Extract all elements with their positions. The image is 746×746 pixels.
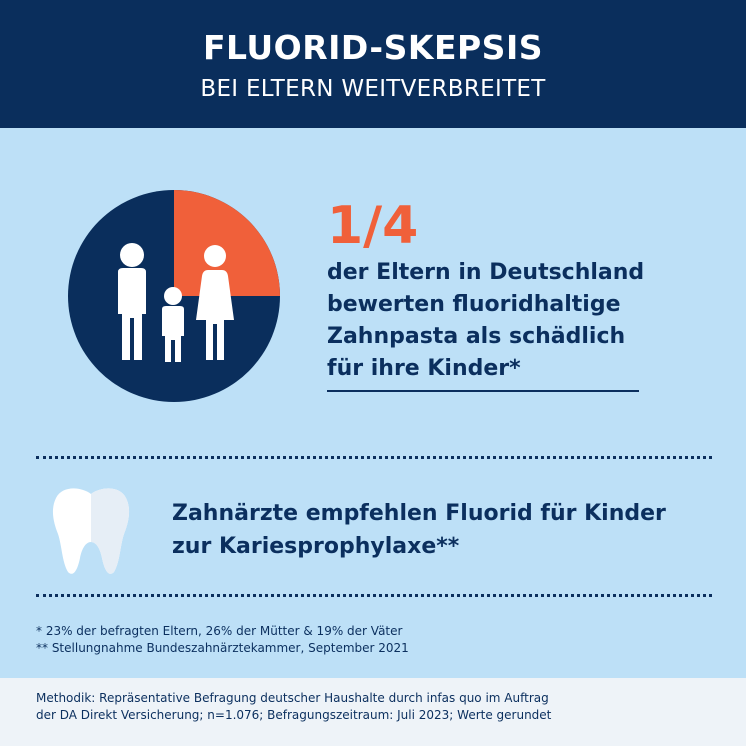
stat-fraction: 1/4	[327, 196, 419, 256]
stat-underline	[327, 390, 639, 392]
mother-head-icon	[204, 245, 226, 267]
dotted-divider-top	[36, 456, 712, 459]
page-subtitle: BEI ELTERN WEITVERBREITET	[200, 76, 546, 102]
share-pie-graphic	[68, 190, 280, 402]
tooth-icon	[48, 484, 134, 576]
header-banner	[0, 0, 746, 128]
share-pie	[68, 190, 280, 402]
footnotes	[36, 623, 712, 657]
recommendation-text: Zahnärzte empfehlen Fluorid für Kinder zur Kariesprophylaxe**	[172, 501, 666, 559]
footnote-1: * 23% der befragten Eltern, 26% der Mütter & 19% der Väter	[36, 624, 403, 638]
footnote-2: ** Stellungnahme Bundeszahnärztekammer, September 2021	[36, 641, 409, 655]
child-head-icon	[164, 287, 182, 305]
dotted-divider-bottom	[36, 594, 712, 597]
tooth-icon-graphic	[48, 484, 134, 576]
page-title: FLUORID-SKEPSIS	[202, 28, 543, 67]
father-head-icon	[120, 243, 144, 267]
stat-description: der Eltern in Deutschland bewerten fluoridhaltige Zahnpasta als schädlich für ihre Kinder*	[327, 260, 645, 381]
methodology-note: Methodik: Repräsentative Befragung deutscher Haushalte durch infas quo im Auftrag der DA Direkt Versicherung; n=1.076; Befragungszeitraum: Juli 2023; Werte gerundet	[0, 678, 746, 746]
